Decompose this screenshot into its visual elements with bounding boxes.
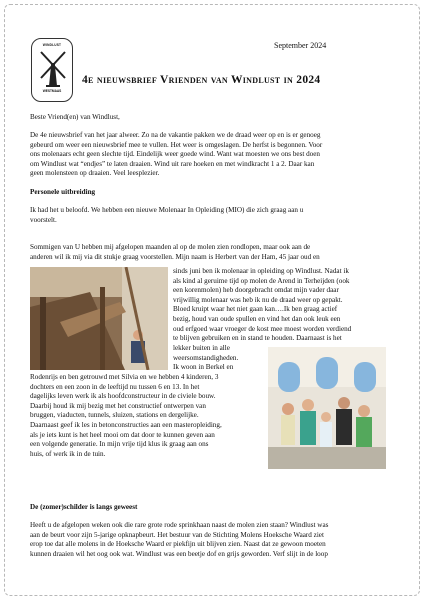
- painter-line: kunnen draaien wil het oog ook wat. Windlust was een beetje dof en grijs geworden. Verf slijt in de loop: [30, 549, 328, 558]
- personnel-line: Ik woon in Berkel en: [173, 363, 234, 372]
- personnel-line: als je iets kunt is het heel mooi om dat door te kunnen geven aan: [30, 430, 215, 439]
- windmill-icon: [38, 48, 68, 90]
- section-heading-painter: De (zomer)schilder is langs geweest: [30, 503, 138, 511]
- personnel-line: bruggen, viaducten, tunnels, sluizen, stations en dergelijke.: [30, 411, 199, 420]
- logo-bottom-text: WESTMAAS: [42, 89, 62, 93]
- personnel-paragraph-2-top: [30, 243, 396, 262]
- personnel-line: oud erfgoed waar vroeger de kost mee moest worden verdiend: [173, 324, 352, 333]
- personnel-line: huis, of werk ik in de tuin.: [30, 449, 106, 458]
- painter-line: aan de beurt voor zijn 5-jarige opknapbeurt. Het bestuur van de Stichting Molens Hoeksche Waard ziet: [30, 530, 324, 539]
- personnel-line: weersomstandigheden.: [173, 353, 239, 362]
- painter-line: Heeft u de afgelopen weken ook die rare grote rode sprinkhaan naast de molen zien staan? Windlust was: [30, 521, 329, 529]
- personnel-line: dagelijks leven werk ik als hoofdconstructeur in de civiele bouw.: [30, 392, 216, 401]
- painter-paragraph: [30, 521, 396, 559]
- personnel-line: dochters en een zoon in de leeftijd nu tussen 6 en 13. In het: [30, 382, 200, 391]
- personnel-line: te blijven gebruiken en in stand te houden. Daarnaast is het: [173, 334, 342, 343]
- personnel-line: Bloed kruipt waar het niet gaan kan….Ik ben graag actief: [173, 305, 338, 314]
- intro-line: ons molenaars echt geen slechte tijd. Eindelijk weer goede wind. Want wat moesten we ons best doen: [30, 150, 320, 159]
- personnel-line: Rodenrijs en ben getrouwd met Silvia en we hebben 4 kinderen, 3: [30, 373, 219, 381]
- logo-top-text: WINDLUST: [42, 43, 62, 47]
- personnel-line: sinds juni ben ik molenaar in opleiding op Windlust. Nadat ik: [173, 267, 349, 275]
- personnel-line: lekker buiten in alle: [173, 344, 230, 352]
- personnel-line: als kind al geruime tijd op molen de Arend in Terheijden (ook: [173, 276, 350, 285]
- personnel-line: anderen wil ik mij via dit stukje graag voorstellen. Mijn naam is Herbert van der Ham, 45 jaar oud en: [30, 252, 320, 261]
- mill-interior-photo: [30, 267, 168, 370]
- windlust-logo: [31, 38, 73, 102]
- personnel-paragraph-2-right: [173, 267, 399, 344]
- personnel-line: een korenmolen) heb doorgebracht omdat mijn vader daar: [173, 286, 339, 295]
- family-photo: [268, 347, 386, 469]
- greeting: Beste Vriend(en) van Windlust,: [30, 113, 120, 121]
- personnel-paragraph-1: [30, 206, 396, 225]
- newsletter-title: 4e nieuwsbrief Vrienden van Windlust in 2024: [82, 74, 321, 86]
- personnel-line: Daarbij houd ik mij bezig met het constructief ontwerpen van: [30, 401, 206, 410]
- personnel-line: Ik had het u beloofd. We hebben een nieuwe Molenaar In Opleiding (MIO) die zich graag aan u: [30, 206, 304, 214]
- intro-line: om Windlust wat “endjes” te laten draaien. Wind uit rare hoeken en met windkracht 1 a 2. Daar kan: [30, 159, 315, 168]
- personnel-paragraph-2-left: [30, 373, 268, 459]
- intro-paragraph: [30, 131, 396, 179]
- personnel-line: vrijwillig molenaar was heb ik nu de draad weer op gepakt.: [173, 295, 343, 304]
- intro-line: gebeurd om weer een nieuwsbrief mee te vullen. Het weer is omgeslagen. De herfst is begonnen. Voor: [30, 140, 323, 149]
- newsletter-date: September 2024: [274, 41, 327, 50]
- section-heading-personnel: Personele uitbreiding: [30, 188, 96, 196]
- painter-line: erop toe dat alle molens in de Hoeksche Waard er piekfijn uit blijven zien. Naast dat ze gewoon moeten: [30, 540, 326, 549]
- intro-line: De 4e nieuwsbrief van het jaar alweer. Zo na de vakantie pakken we de draad weer op en is er genoeg: [30, 131, 321, 139]
- personnel-line: Daarnaast geef ik les in betonconstructies aan een masteropleiding,: [30, 420, 222, 429]
- personnel-line: bezig, houd van oude spullen en vind het dan ook leuk een: [173, 314, 341, 323]
- personnel-paragraph-2-middle: [173, 344, 269, 373]
- intro-line: geen molensteen op draaien. Veel leesplezier.: [30, 169, 160, 178]
- personnel-line: voorstelt.: [30, 215, 57, 224]
- personnel-line: een volgende generatie. In mijn vrije tijd klus ik graag aan ons: [30, 440, 209, 449]
- personnel-line: Sommigen van U hebben mij afgelopen maanden al op de molen zien rondlopen, maar ook aan de: [30, 243, 311, 251]
